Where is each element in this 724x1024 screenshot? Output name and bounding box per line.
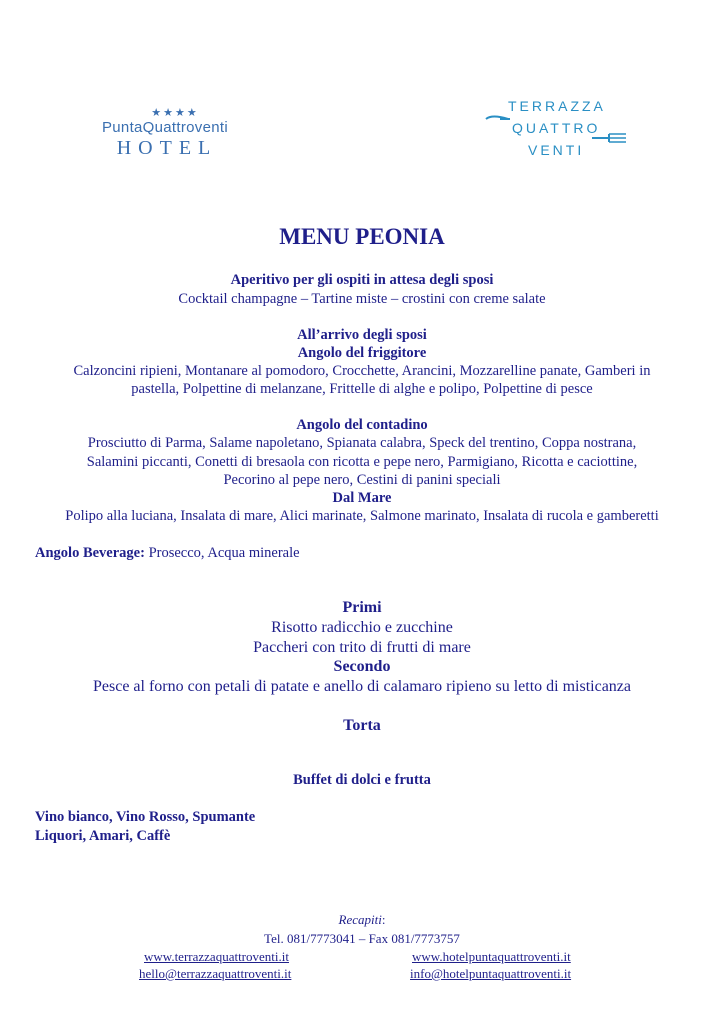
beverage-line [35,544,724,562]
buffet-heading: Buffet di dolci e frutta [293,772,431,788]
secondo-text: Pesce al forno con petali di patate e anello di calamaro ripieno su letto di misticanza [92,678,632,695]
footer-email-terrazza[interactable]: hello@terrazzaquattroventi.it [139,966,292,981]
friggitore-line-1: Calzoncini ripieni, Montanare al pomodoro, Crocchette, Arancini, Mozzarelline panate, Gamberi in [73,363,651,379]
aperitivo-text: Cocktail champagne – Tartine miste – crostini con creme salate [178,291,546,307]
arrivo-heading: All’arrivo degli sposi [297,327,427,343]
mare-text: Polipo alla luciana, Insalata di mare, Alici marinate, Salmone marinato, Insalata di rucola e gamberetti [65,508,659,524]
beverage-text: Prosecco, Acqua minerale [144,545,300,561]
footer-recapiti-colon: : [381,912,386,927]
contadino-line-2: Salamini piccanti, Conetti di bresaola con ricotta e pepe nero, Parmigiano, Ricotta e caciottine, [86,454,638,470]
contadino-heading: Angolo del contadino [296,417,428,433]
mare-heading: Dal Mare [332,490,392,506]
friggitore-heading: Angolo del friggitore [297,345,427,361]
contadino-line-1: Prosciutto di Parma, Salame napoletano, Spianata calabra, Speck del trentino, Coppa nostrana, [87,435,637,451]
terrazza-logo-line2: QUATTRO [512,120,601,136]
footer-email-hotel[interactable]: info@hotelpuntaquattroventi.it [410,966,572,981]
terrazza-logo-line3: VENTI [528,142,585,158]
hotel-logo [85,106,245,160]
primi-heading: Primi [342,599,382,616]
footer-recapiti [0,912,724,928]
hotel-logo-name: PuntaQuattroventi [101,119,228,136]
footer-recapiti-label: Recapiti [338,912,382,927]
terrazza-logo-line1: TERRAZZA [508,98,606,114]
liquori-line: Liquori, Amari, Caffè [35,828,171,844]
hotel-logo-word: HOTEL [116,137,218,159]
footer-phone: Tel. 081/7773041 – Fax 081/7773757 [264,931,460,946]
terrazza-logo [484,98,634,162]
contadino-line-3: Pecorino al pepe nero, Cestini di panini speciali [223,472,501,488]
footer-web-terrazza[interactable]: www.terrazzaquattroventi.it [144,949,289,964]
beverage-label: Angolo Beverage: [35,545,145,561]
torta-heading: Torta [343,717,381,734]
footer-web-hotel[interactable]: www.hotelpuntaquattroventi.it [412,949,571,964]
secondo-heading: Secondo [333,658,391,675]
primi-item-2: Paccheri con trito di frutti di mare [253,639,471,656]
aperitivo-heading: Aperitivo per gli ospiti in attesa degli sposi [230,272,494,288]
friggitore-line-2: pastella, Polpettine di melanzane, Frittelle di alghe e polipo, Polpettine di pesce [131,381,593,397]
hotel-stars: ★★★★ [151,107,199,119]
menu-title: MENU PEONIA [279,224,445,249]
primi-item-1: Risotto radicchio e zucchine [271,619,453,636]
vini-line: Vino bianco, Vino Rosso, Spumante [35,809,256,825]
